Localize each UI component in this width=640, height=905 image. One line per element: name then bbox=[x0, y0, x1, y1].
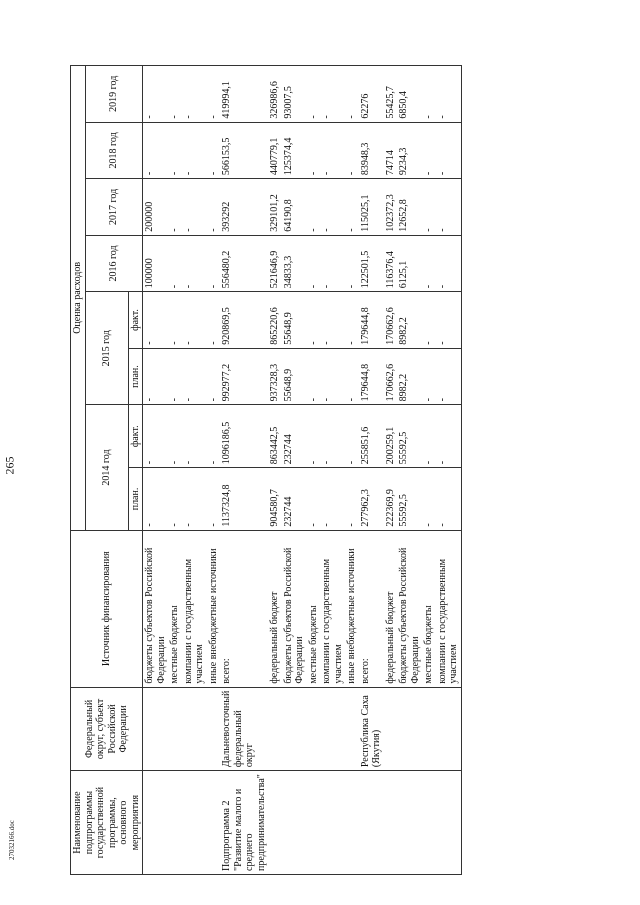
value-cell: 100000 bbox=[143, 235, 169, 292]
region-cell bbox=[397, 687, 422, 770]
value-cell: 102372,3 bbox=[384, 179, 398, 236]
value-cell: - bbox=[345, 66, 359, 123]
value-cell: 326986,6 bbox=[268, 66, 282, 123]
region-cell bbox=[282, 687, 307, 770]
value-cell: - bbox=[143, 348, 169, 405]
value-cell: - bbox=[345, 348, 359, 405]
source-cell: федеральный бюджет bbox=[268, 530, 282, 687]
region-cell bbox=[182, 687, 207, 770]
value-cell: 222369,9 bbox=[384, 468, 398, 530]
value-cell: - bbox=[320, 468, 345, 530]
value-cell: - bbox=[436, 122, 462, 179]
value-cell: 55592,5 bbox=[397, 468, 422, 530]
header-2014-plan: план. bbox=[128, 468, 143, 530]
value-cell: 255851,6 bbox=[359, 405, 384, 468]
region-cell bbox=[345, 687, 359, 770]
value-cell: - bbox=[422, 235, 436, 292]
source-cell: местные бюджеты bbox=[168, 530, 182, 687]
value-cell: 8982,2 bbox=[397, 292, 422, 349]
source-cell: федеральный бюджет bbox=[384, 530, 398, 687]
value-cell: 179644,8 bbox=[359, 292, 384, 349]
region-cell bbox=[384, 687, 398, 770]
value-cell: - bbox=[345, 122, 359, 179]
table-row bbox=[384, 66, 398, 875]
value-cell: - bbox=[345, 468, 359, 530]
table-row bbox=[359, 66, 384, 875]
region-cell: Дальневосточный федеральный округ bbox=[220, 687, 268, 770]
program-name-cell bbox=[359, 771, 384, 875]
value-cell: - bbox=[168, 348, 182, 405]
value-cell: - bbox=[182, 405, 207, 468]
value-cell: 920869,5 bbox=[220, 292, 268, 349]
table-row bbox=[397, 66, 422, 875]
value-cell: 34833,3 bbox=[282, 235, 307, 292]
value-cell: 125374,4 bbox=[282, 122, 307, 179]
value-cell: - bbox=[307, 235, 321, 292]
value-cell: - bbox=[307, 66, 321, 123]
program-name-cell bbox=[345, 771, 359, 875]
source-cell: компании с государственным участием bbox=[320, 530, 345, 687]
program-name-cell bbox=[182, 771, 207, 875]
value-cell: - bbox=[182, 179, 207, 236]
value-cell: - bbox=[436, 179, 462, 236]
value-cell: - bbox=[143, 405, 169, 468]
value-cell: 6850,4 bbox=[397, 66, 422, 123]
program-name-cell bbox=[422, 771, 436, 875]
table-row bbox=[345, 66, 359, 875]
value-cell: 992977,2 bbox=[220, 348, 268, 405]
header-2016: 2016 год bbox=[85, 235, 143, 292]
value-cell: - bbox=[422, 66, 436, 123]
value-cell: - bbox=[307, 122, 321, 179]
header-2014-fact: факт. bbox=[128, 405, 143, 468]
program-name-cell bbox=[282, 771, 307, 875]
value-cell: 904580,7 bbox=[268, 468, 282, 530]
value-cell: 200000 bbox=[143, 179, 169, 236]
table-row bbox=[168, 66, 182, 875]
table-row bbox=[422, 66, 436, 875]
value-cell: 419994,1 bbox=[220, 66, 268, 123]
program-name-cell bbox=[143, 771, 169, 875]
value-cell: 62276 bbox=[359, 66, 384, 123]
value-cell: - bbox=[207, 405, 221, 468]
source-cell: всего: bbox=[359, 530, 384, 687]
value-cell: - bbox=[307, 292, 321, 349]
region-cell bbox=[436, 687, 462, 770]
table-row bbox=[282, 66, 307, 875]
value-cell: - bbox=[168, 122, 182, 179]
program-name-cell bbox=[168, 771, 182, 875]
value-cell: 55592,5 bbox=[397, 405, 422, 468]
value-cell: - bbox=[207, 66, 221, 123]
source-cell: местные бюджеты bbox=[422, 530, 436, 687]
program-name-cell bbox=[320, 771, 345, 875]
value-cell: 55648,9 bbox=[282, 292, 307, 349]
value-cell: - bbox=[182, 468, 207, 530]
value-cell: - bbox=[422, 348, 436, 405]
budget-table bbox=[70, 65, 462, 875]
value-cell: - bbox=[320, 292, 345, 349]
value-cell: - bbox=[168, 179, 182, 236]
table-row bbox=[220, 66, 268, 875]
value-cell: - bbox=[207, 122, 221, 179]
value-cell: - bbox=[182, 66, 207, 123]
rotated-sheet bbox=[70, 65, 580, 875]
value-cell: - bbox=[422, 468, 436, 530]
source-cell: компании с государственным участием bbox=[182, 530, 207, 687]
source-cell: всего: bbox=[220, 530, 268, 687]
value-cell: 1137324,8 bbox=[220, 468, 268, 530]
value-cell: 55648,9 bbox=[282, 348, 307, 405]
value-cell: - bbox=[345, 292, 359, 349]
value-cell: - bbox=[143, 292, 169, 349]
value-cell: - bbox=[168, 235, 182, 292]
value-cell: - bbox=[182, 235, 207, 292]
value-cell: 83948,3 bbox=[359, 122, 384, 179]
value-cell: 440779,1 bbox=[268, 122, 282, 179]
table-row bbox=[182, 66, 207, 875]
value-cell: 179644,8 bbox=[359, 348, 384, 405]
table-row bbox=[320, 66, 345, 875]
value-cell: - bbox=[320, 235, 345, 292]
value-cell: 170662,6 bbox=[384, 292, 398, 349]
table-row bbox=[207, 66, 221, 875]
value-cell: 8982,2 bbox=[397, 348, 422, 405]
value-cell: 865220,6 bbox=[268, 292, 282, 349]
header-2018: 2018 год bbox=[85, 122, 143, 179]
header-2015: 2015 год bbox=[85, 292, 128, 405]
value-cell: - bbox=[422, 292, 436, 349]
value-cell: 9234,3 bbox=[397, 122, 422, 179]
program-name-cell bbox=[207, 771, 221, 875]
value-cell: - bbox=[436, 66, 462, 123]
value-cell: - bbox=[307, 405, 321, 468]
program-name-cell bbox=[384, 771, 398, 875]
table-row bbox=[143, 66, 169, 875]
program-name-cell bbox=[397, 771, 422, 875]
value-cell: - bbox=[182, 122, 207, 179]
header-program-name: Наименование подпрограммы государственной программы, основного мероприятия bbox=[71, 771, 143, 875]
value-cell: 863442,5 bbox=[268, 405, 282, 468]
header-2017: 2017 год bbox=[85, 179, 143, 236]
value-cell: - bbox=[168, 292, 182, 349]
program-name-cell bbox=[307, 771, 321, 875]
header-estimate: Оценка расходов bbox=[71, 66, 86, 531]
source-cell: компании с государственным участием bbox=[436, 530, 462, 687]
value-cell: 93007,5 bbox=[282, 66, 307, 123]
region-cell bbox=[268, 687, 282, 770]
value-cell: 521646,9 bbox=[268, 235, 282, 292]
value-cell: - bbox=[345, 405, 359, 468]
value-cell: - bbox=[320, 66, 345, 123]
region-cell bbox=[422, 687, 436, 770]
value-cell: 937328,3 bbox=[268, 348, 282, 405]
page-number: 265 bbox=[2, 456, 17, 475]
table-row bbox=[307, 66, 321, 875]
table-row bbox=[268, 66, 282, 875]
value-cell: 74714 bbox=[384, 122, 398, 179]
table-row bbox=[436, 66, 462, 875]
value-cell: 232744 bbox=[282, 468, 307, 530]
header-2015-plan: план. bbox=[128, 348, 143, 405]
value-cell: 115025,1 bbox=[359, 179, 384, 236]
region-cell bbox=[307, 687, 321, 770]
value-cell: - bbox=[207, 179, 221, 236]
region-cell bbox=[143, 687, 169, 770]
value-cell: - bbox=[345, 235, 359, 292]
header-region: Федеральный округ, субъект Российской Федерации bbox=[71, 687, 143, 770]
header-2014: 2014 год bbox=[85, 405, 128, 530]
value-cell: - bbox=[168, 468, 182, 530]
value-cell: - bbox=[143, 66, 169, 123]
program-name-cell: Подпрограмма 2 "Развитие малого и среднего предпринимательства" bbox=[220, 771, 268, 875]
value-cell: - bbox=[436, 292, 462, 349]
value-cell: - bbox=[207, 468, 221, 530]
region-cell bbox=[207, 687, 221, 770]
value-cell: - bbox=[207, 292, 221, 349]
value-cell: 12652,8 bbox=[397, 179, 422, 236]
value-cell: - bbox=[422, 122, 436, 179]
value-cell: - bbox=[320, 179, 345, 236]
value-cell: - bbox=[143, 122, 169, 179]
value-cell: 122501,5 bbox=[359, 235, 384, 292]
program-name-cell bbox=[268, 771, 282, 875]
value-cell: 64190,8 bbox=[282, 179, 307, 236]
region-cell bbox=[320, 687, 345, 770]
footer-filename: 27032166.doc bbox=[8, 820, 16, 860]
value-cell: 566153,5 bbox=[220, 122, 268, 179]
value-cell: 329101,2 bbox=[268, 179, 282, 236]
value-cell: - bbox=[207, 235, 221, 292]
source-cell: иные внебюджетные источники bbox=[207, 530, 221, 687]
value-cell: 1096186,5 bbox=[220, 405, 268, 468]
value-cell: - bbox=[182, 348, 207, 405]
value-cell: 232744 bbox=[282, 405, 307, 468]
source-cell: бюджеты субъектов Российской Федерации bbox=[397, 530, 422, 687]
header-2019: 2019 год bbox=[85, 66, 143, 123]
value-cell: - bbox=[307, 348, 321, 405]
value-cell: 200259,1 bbox=[384, 405, 398, 468]
value-cell: 116376,4 bbox=[384, 235, 398, 292]
source-cell: бюджеты субъектов Российской Федерации bbox=[143, 530, 169, 687]
value-cell: 6125,1 bbox=[397, 235, 422, 292]
region-cell bbox=[168, 687, 182, 770]
value-cell: - bbox=[320, 348, 345, 405]
value-cell: 393292 bbox=[220, 179, 268, 236]
value-cell: - bbox=[307, 179, 321, 236]
table-body bbox=[143, 66, 462, 875]
value-cell: - bbox=[436, 468, 462, 530]
value-cell: - bbox=[345, 179, 359, 236]
value-cell: - bbox=[320, 405, 345, 468]
value-cell: - bbox=[436, 235, 462, 292]
header-source: Источник финансирования bbox=[71, 530, 143, 687]
region-cell: Республика Саха (Якутия) bbox=[359, 687, 384, 770]
value-cell: 556480,2 bbox=[220, 235, 268, 292]
source-cell: иные внебюджетные источники bbox=[345, 530, 359, 687]
value-cell: 277962,3 bbox=[359, 468, 384, 530]
source-cell: бюджеты субъектов Российской Федерации bbox=[282, 530, 307, 687]
value-cell: - bbox=[436, 348, 462, 405]
value-cell: - bbox=[207, 348, 221, 405]
value-cell: - bbox=[143, 468, 169, 530]
value-cell: - bbox=[422, 179, 436, 236]
value-cell: - bbox=[320, 122, 345, 179]
value-cell: 170662,6 bbox=[384, 348, 398, 405]
value-cell: - bbox=[436, 405, 462, 468]
value-cell: - bbox=[168, 405, 182, 468]
value-cell: - bbox=[307, 468, 321, 530]
value-cell: 55425,7 bbox=[384, 66, 398, 123]
value-cell: - bbox=[168, 66, 182, 123]
value-cell: - bbox=[182, 292, 207, 349]
program-name-cell bbox=[436, 771, 462, 875]
source-cell: местные бюджеты bbox=[307, 530, 321, 687]
header-2015-fact: факт. bbox=[128, 292, 143, 349]
value-cell: - bbox=[422, 405, 436, 468]
